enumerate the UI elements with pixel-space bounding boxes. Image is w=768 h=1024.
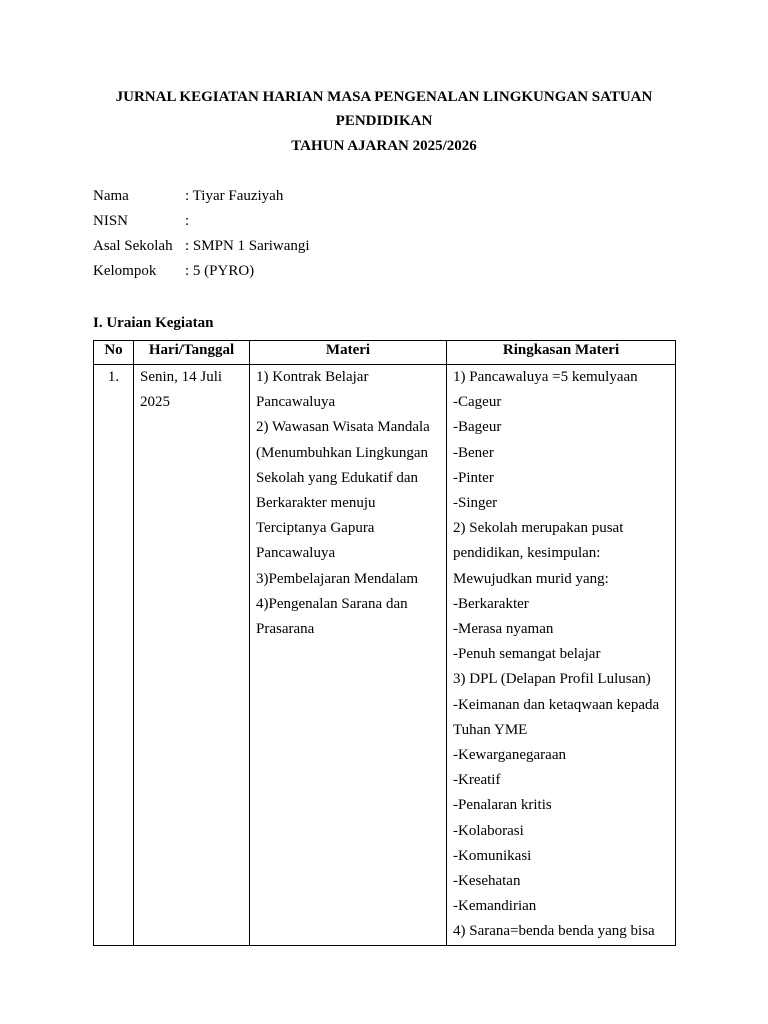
info-row-asal-sekolah: [93, 234, 310, 259]
text-line: -Singer: [453, 495, 498, 512]
text-line: 2) Wawasan Wisata Mandala: [256, 419, 430, 436]
text-line: 2) Sekolah merupakan pusat: [453, 520, 624, 537]
table-row: [94, 365, 676, 946]
text-line: -Kolaborasi: [453, 822, 524, 839]
info-label: Asal Sekolah: [93, 238, 173, 254]
text-line: 3)Pembelajaran Mendalam: [256, 570, 419, 587]
text-line: -Penalaran kritis: [453, 797, 552, 814]
text-line: 4)Pengenalan Sarana dan: [256, 595, 408, 612]
text-line: -Keimanan dan ketaqwaan kepada: [453, 696, 660, 713]
title-line-3: TAHUN AJARAN 2025/2026: [291, 138, 477, 154]
text-line: Pancawaluya: [256, 394, 336, 411]
info-label: NISN: [93, 213, 129, 229]
text-line: -Bener: [453, 444, 494, 461]
table-header-row: [94, 341, 676, 365]
text-line: pendidikan, kesimpulan:: [453, 545, 601, 562]
header-materi: Materi: [250, 341, 447, 365]
text-line: 4) Sarana=benda benda yang bisa: [453, 923, 655, 940]
text-line: 3) DPL (Delapan Profil Lulusan): [453, 671, 651, 688]
section-heading: I. Uraian Kegiatan: [93, 315, 214, 331]
info-value: : SMPN 1 Sariwangi: [185, 238, 310, 254]
text-line: -Komunikasi: [453, 847, 532, 864]
info-label: Nama: [93, 188, 129, 204]
header-no: No: [94, 341, 134, 365]
text-line: -Bageur: [453, 419, 502, 436]
text-line: Terciptanya Gapura: [256, 520, 375, 537]
info-value: :: [185, 213, 190, 229]
info-label: Kelompok: [93, 263, 157, 279]
header-hari-tanggal: Hari/Tanggal: [134, 341, 250, 365]
text-line: -Cageur: [453, 394, 502, 411]
text-line: -Pinter: [453, 469, 494, 486]
info-value: : Tiyar Fauziyah: [185, 188, 284, 204]
text-line: Berkarakter menuju: [256, 495, 376, 512]
text-line: 1) Kontrak Belajar: [256, 369, 369, 385]
info-row-kelompok: [93, 259, 310, 284]
text-line: Mewujudkan murid yang:: [453, 570, 609, 587]
cell-materi: [250, 365, 447, 946]
text-line: Prasarana: [256, 621, 315, 638]
text-line: -Kemandirian: [453, 898, 537, 915]
text-line: -Kreatif: [453, 772, 501, 789]
header-ringkasan-materi: Ringkasan Materi: [447, 341, 676, 365]
info-row-nisn: [93, 209, 310, 234]
activity-table: [93, 340, 676, 946]
info-value: : 5 (PYRO): [185, 263, 255, 279]
text-line: Sekolah yang Edukatif dan: [256, 469, 419, 486]
cell-hari-tanggal: [134, 365, 250, 946]
text-line: -Berkarakter: [453, 595, 529, 612]
title-line-1: JURNAL KEGIATAN HARIAN MASA PENGENALAN LINGKUNGAN SATUAN: [115, 89, 653, 105]
student-info: [93, 184, 310, 284]
text-line: Pancawaluya: [256, 545, 336, 562]
text-line: Senin, 14 Juli: [140, 369, 223, 385]
title-line-2: PENDIDIKAN: [335, 113, 433, 129]
text-line: -Kewarganegaraan: [453, 747, 566, 764]
text-line: (Menumbuhkan Lingkungan: [256, 444, 429, 461]
text-line: -Kesehatan: [453, 873, 521, 890]
text-line: 1) Pancawaluya =5 kemulyaan: [453, 369, 638, 385]
cell-no: 1.: [94, 365, 134, 946]
info-row-nama: [93, 184, 310, 209]
cell-ringkasan-materi: [447, 365, 676, 946]
text-line: Tuhan YME: [453, 721, 528, 738]
text-line: -Merasa nyaman: [453, 621, 554, 638]
text-line: 2025: [140, 394, 170, 411]
text-line: -Penuh semangat belajar: [453, 646, 601, 663]
